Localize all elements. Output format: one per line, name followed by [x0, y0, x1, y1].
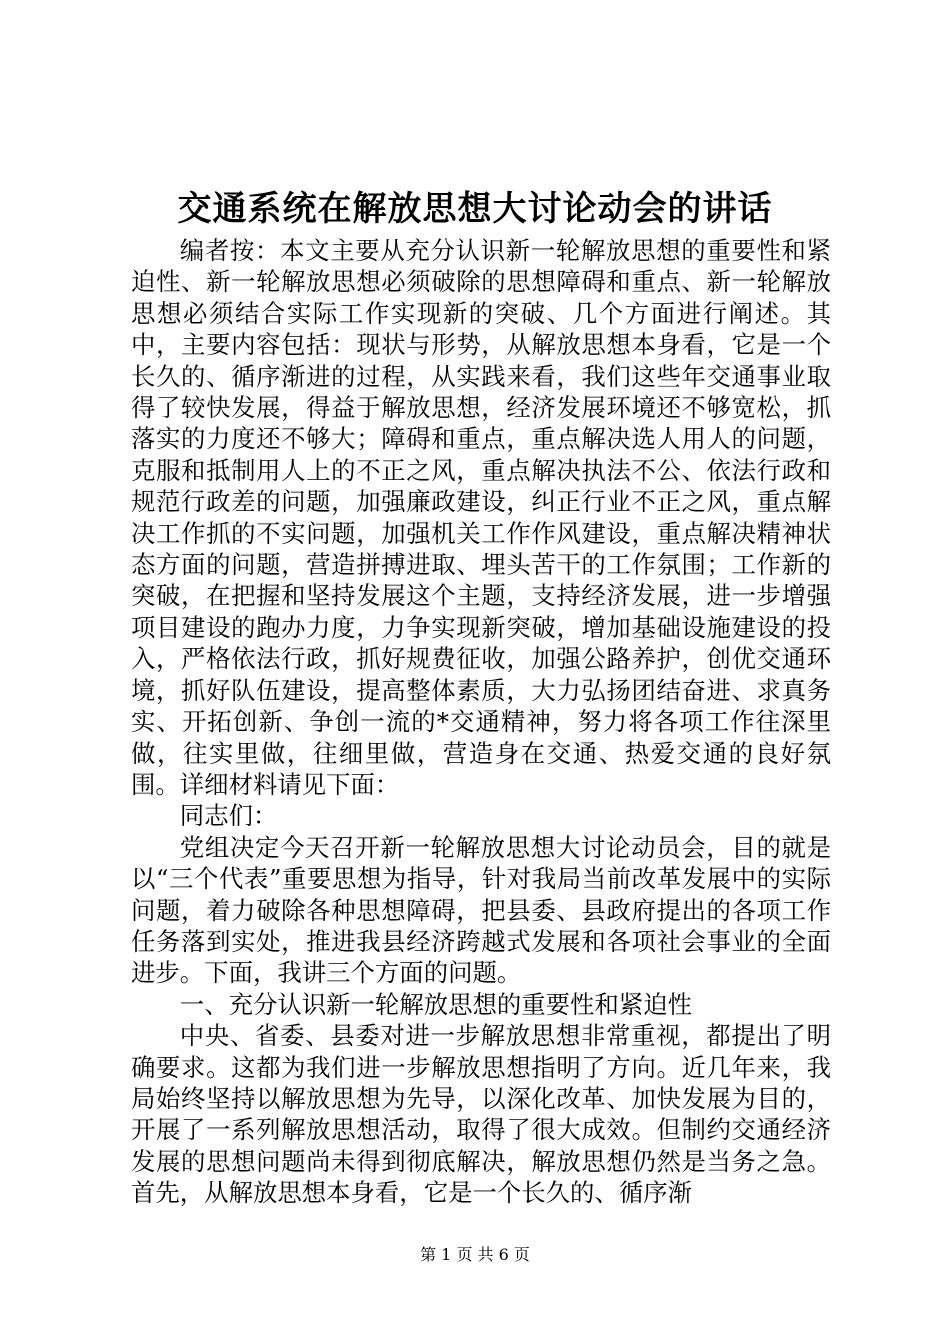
section-1-paragraph: 中央、省委、县委对进一步解放思想非常重视，都提出了明确要求。这都为我们进一步解放思想指明了方向。近几年来，我局始终坚持以解放思想为先导，以深化改革、加快发展为目的，开展了一系列解放思想活动，取得了很大成效。但制约交通经济发展的思想问题尚未得到彻底解决，解放思想仍然是当务之急。首先，从解放思想本身看，它是一个长久的、循序渐	[131, 1021, 831, 1208]
document-body	[131, 235, 831, 1209]
intro-paragraph: 党组决定今天召开新一轮解放思想大讨论动员会，目的就是以“三个代表”重要思想为指导，针对我局当前改革发展中的实际问题，着力破除各种思想障碍，把县委、县政府提出的各项工作任务落到实处，推进我县经济跨越式发展和各项社会事业的全面进步。下面，我讲三个方面的问题。	[131, 832, 831, 988]
document-title: 交通系统在解放思想大讨论动会的讲话	[177, 189, 773, 229]
editor-note-paragraph: 编者按：本文主要从充分认识新一轮解放思想的重要性和紧迫性、新一轮解放思想必须破除的思想障碍和重点、新一轮解放思想必须结合实际工作实现新的突破、几个方面进行阐述。其中，主要内容包括：现状与形势，从解放思想本身看，它是一个长久的、循序渐进的过程，从实践来看，我们这些年交通事业取得了较快发展，得益于解放思想，经济发展环境还不够宽松，抓落实的力度还不够大；障碍和重点，重点解决选人用人的问题，克服和抵制用人上的不正之风，重点解决执法不公、依法行政和规范行政差的问题，加强廉政建设，纠正行业不正之风，重点解决工作抓的不实问题，加强机关工作作风建设，重点解决精神状态方面的问题，营造拼搏进取、埋头苦干的工作氛围；工作新的突破，在把握和坚持发展这个主题，支持经济发展，进一步增强项目建设的跑办力度，力争实现新突破，增加基础设施建设的投入，严格依法行政，抓好规费征收，加强公路养护，创优交通环境，抓好队伍建设，提高整体素质，大力弘扬团结奋进、求真务实、开拓创新、争创一流的*交通精神，努力将各项工作往深里做，往实里做，往细里做，营造身在交通、热爱交通的良好氛围。详细材料请见下面：	[131, 236, 831, 799]
page-footer: 第 1 页 共 6 页	[420, 1245, 530, 1264]
salutation-paragraph: 同志们：	[179, 801, 278, 831]
section-heading-1: 一、充分认识新一轮解放思想的重要性和紧迫性	[179, 989, 693, 1019]
